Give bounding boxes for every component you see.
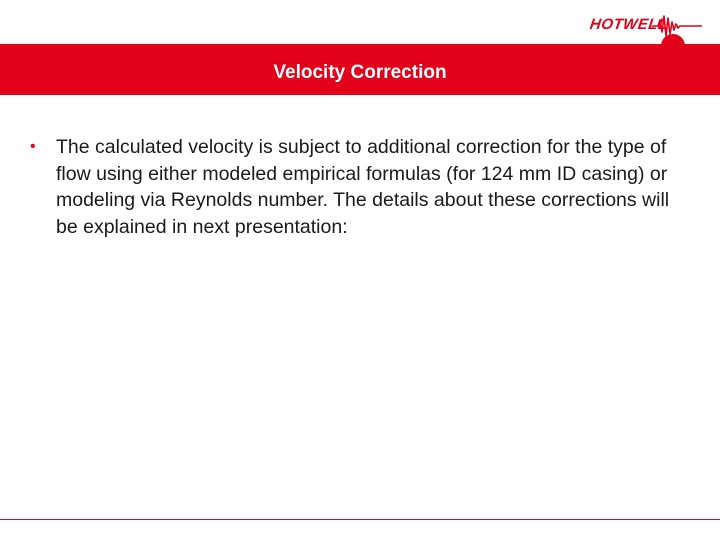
bullet-item [30,134,700,240]
hotwell-logo [590,8,702,48]
bullet-marker: • [30,138,36,155]
slide-content [30,134,700,240]
footer-divider [0,519,720,520]
slide-title: Velocity Correction [273,62,447,83]
bullet-text: The calculated velocity is subject to additional correction for the type of flow using either modeled empirical formulas (for 124 mm ID casing) or modeling via Reynolds number. The details about these corrections will be explained in next presentation: [56,136,670,238]
logo-text: HOTWELL [588,16,669,33]
